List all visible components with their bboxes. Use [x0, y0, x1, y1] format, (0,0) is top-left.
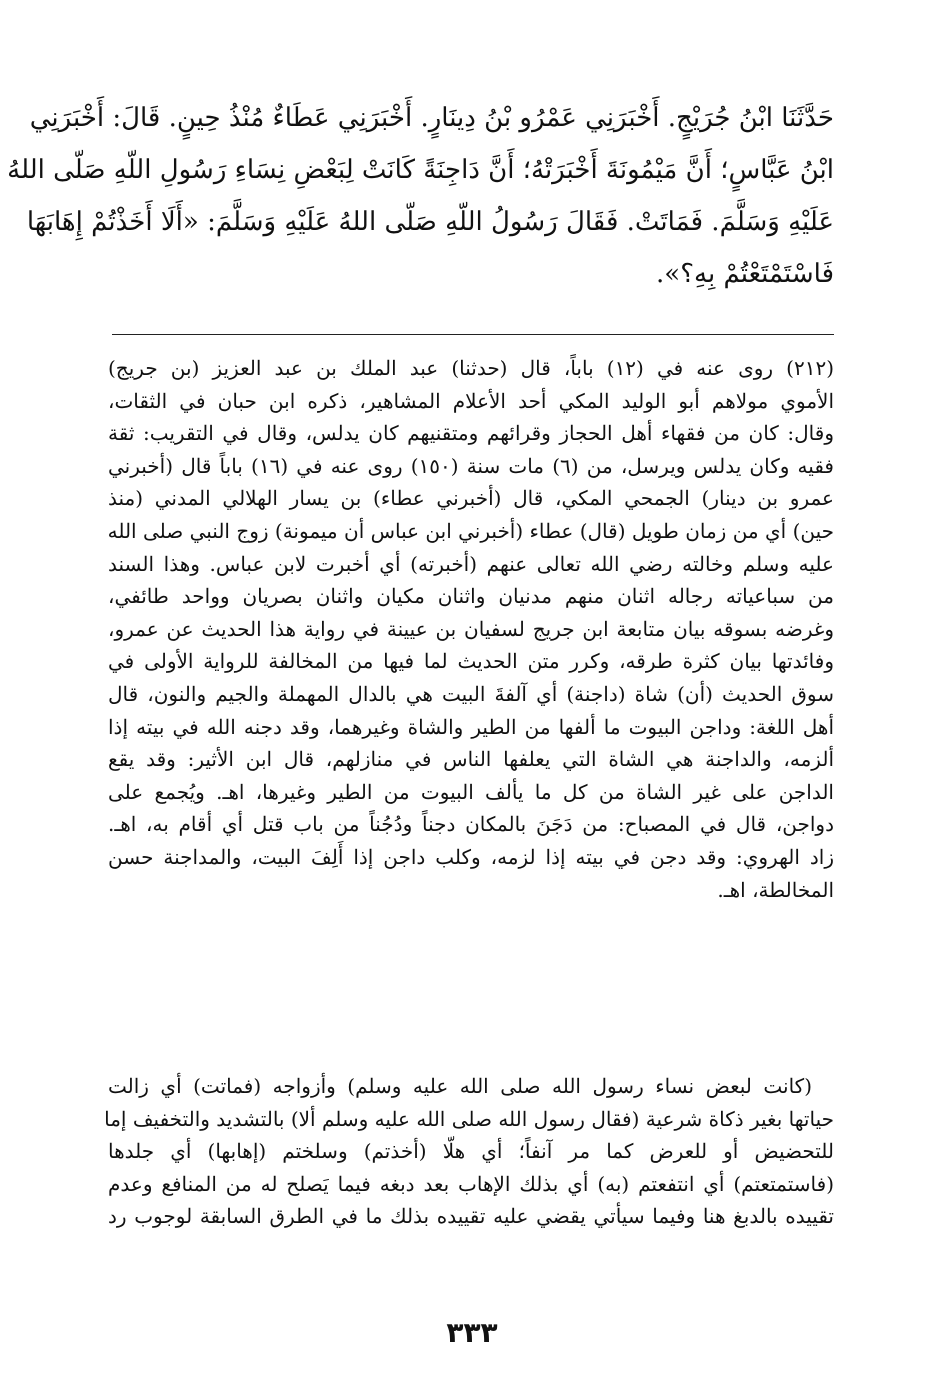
commentary-line: المخالطة، اهـ.: [717, 877, 834, 902]
commentary-line: وقال: كان من فقهاء أهل الحجاز وقرائهم ومتقنيهم كان يدلس، وقال في التقريب: ثقة: [108, 421, 834, 446]
commentary-line: الأموي مولاهم أبو الوليد المكي أحد الأعلام المشاهير، ذكره ابن حبان في الثقات،: [108, 388, 834, 413]
commentary-line: (فاستمتعتم) أي انتفعتم (به) أي بذلك الإهاب بعد دبغه فيما يَصلح له من المنافع وعدم: [108, 1171, 834, 1196]
commentary-line: وغرضه بسوقه بيان متابعة ابن جريج لسفيان بن عيينة في رواية هذا الحديث عن عمرو،: [108, 616, 834, 641]
commentary-line: تقييده بالدبغ هنا وفيما سيأتي يقضي عليه تقييده بذلك ما في الطرق السابقة لوجوب رد: [108, 1204, 834, 1229]
hadith-line: ابْنُ عَبَّاسٍ؛ أَنَّ مَيْمُونَةَ أَخْبَرَتْهُ؛ أَنَّ دَاجِنَةً كَانَتْ لِبَعْضِ نِسَاءِ رَسُولِ اللّهِ صَلّى اللهُ: [7, 155, 834, 185]
commentary-line: أهل اللغة: وداجن البيوت ما ألفها من الطير والشاة وغيرهما، وقد دجنه الله في بيته إذا: [108, 714, 834, 739]
commentary-line: للتحضيض أو للعرض كما مر آنفاً؛ أي هلّا (أخذتم) وسلختم (إهابها) أي جلدها: [108, 1139, 834, 1164]
page-number: ٣٣٣: [446, 1316, 498, 1349]
hadith-line: فَاسْتَمْتَعْتُمْ بِهِ؟».: [656, 259, 834, 289]
footnote-separator: [112, 334, 834, 335]
commentary-line: حياتها بغير ذكاة شرعية (فقال رسول الله صلى الله عليه وسلم ألا) بالتشديد والتخفيف إما: [104, 1106, 834, 1131]
commentary-line: (كانت لبعض نساء رسول الله صلى الله عليه وسلم) وأزواجه (فماتت) أي زالت: [108, 1074, 812, 1098]
hadith-line: عَلَيْهِ وَسَلَّمَ. فَمَاتَتْ. فَقَالَ رَسُولُ اللّهِ صَلّى اللهُ عَلَيْهِ وَسَلَّمَ: «أَلَا أَخَذْتُمْ إِهَابَهَا: [26, 207, 834, 237]
commentary-line: ألزمه، والداجنة هي الشاة التي يعلفها الناس في منازلهم، قال ابن الأثير: وقد يقع: [108, 747, 834, 772]
hadith-line: حَدَّثَنَا ابْنُ جُرَيْجٍ. أَخْبَرَنِي عَمْرُو بْنُ دِينَارٍ. أَخْبَرَنِي عَطَاءٌ مُنْذُ حِينٍ. قَالَ: أَخْبَرَنِي: [29, 103, 834, 133]
commentary-line: (٢١٢) روى عنه في (١٢) باباً، قال (حدثنا) عبد الملك بن عبد العزيز (بن جريج): [108, 356, 834, 380]
commentary-line: الداجن على غير الشاة من كل ما يألف البيوت من الطير وغيرها، اهـ. ويُجمع على: [108, 779, 834, 804]
commentary-line: حين) أي من زمان طويل (قال) عطاء (أخبرني ابن عباس أن ميمونة) زوج النبي صلى الله: [107, 518, 834, 543]
commentary-continuation: [104, 1070, 834, 1270]
commentary-line: من سباعياته رجاله اثنان منهم مدنيان واثنان مكيان واثنان بصريان وواحد طائفي،: [108, 584, 834, 609]
hadith-text: [7, 92, 834, 292]
commentary-line: عمرو بن دينار) الجمحي المكي، قال (أخبرني عطاء) بن يسار الهلالي المدني (منذ: [108, 486, 834, 511]
commentary-line: دواجن، قال في المصباح: من دَجَنَ بالمكان دجناً ودُجُناً من باب قتل أي أقام به، اهـ.: [108, 812, 834, 837]
commentary-line: وفائدتها بيان كثرة طرقه، وكرر متن الحديث لما فيها من المخالفة للرواية الأولى في: [108, 649, 834, 674]
commentary-line: عليه وسلم وخالته رضي الله تعالى عنهم (أخبرته) أي أخبرت لابن عباس. وهذا السند: [108, 551, 834, 576]
commentary-block: [108, 352, 834, 1062]
commentary-line: فقيه وكان يدلس ويرسل، من (٦) مات سنة (١٥٠) روى عنه في (١٦) باباً قال (أخبرني: [108, 453, 834, 478]
commentary-line: زاد الهروي: وقد دجن في بيته إذا لزمه، وكلب داجن إذا أَلِفَ البيت، والمداجنة حسن: [108, 844, 834, 869]
commentary-line: سوق الحديث (أن) شاة (داجنة) أي آلفةَ البيت هي بالدال المهملة والجيم والنون، قال: [108, 681, 834, 706]
